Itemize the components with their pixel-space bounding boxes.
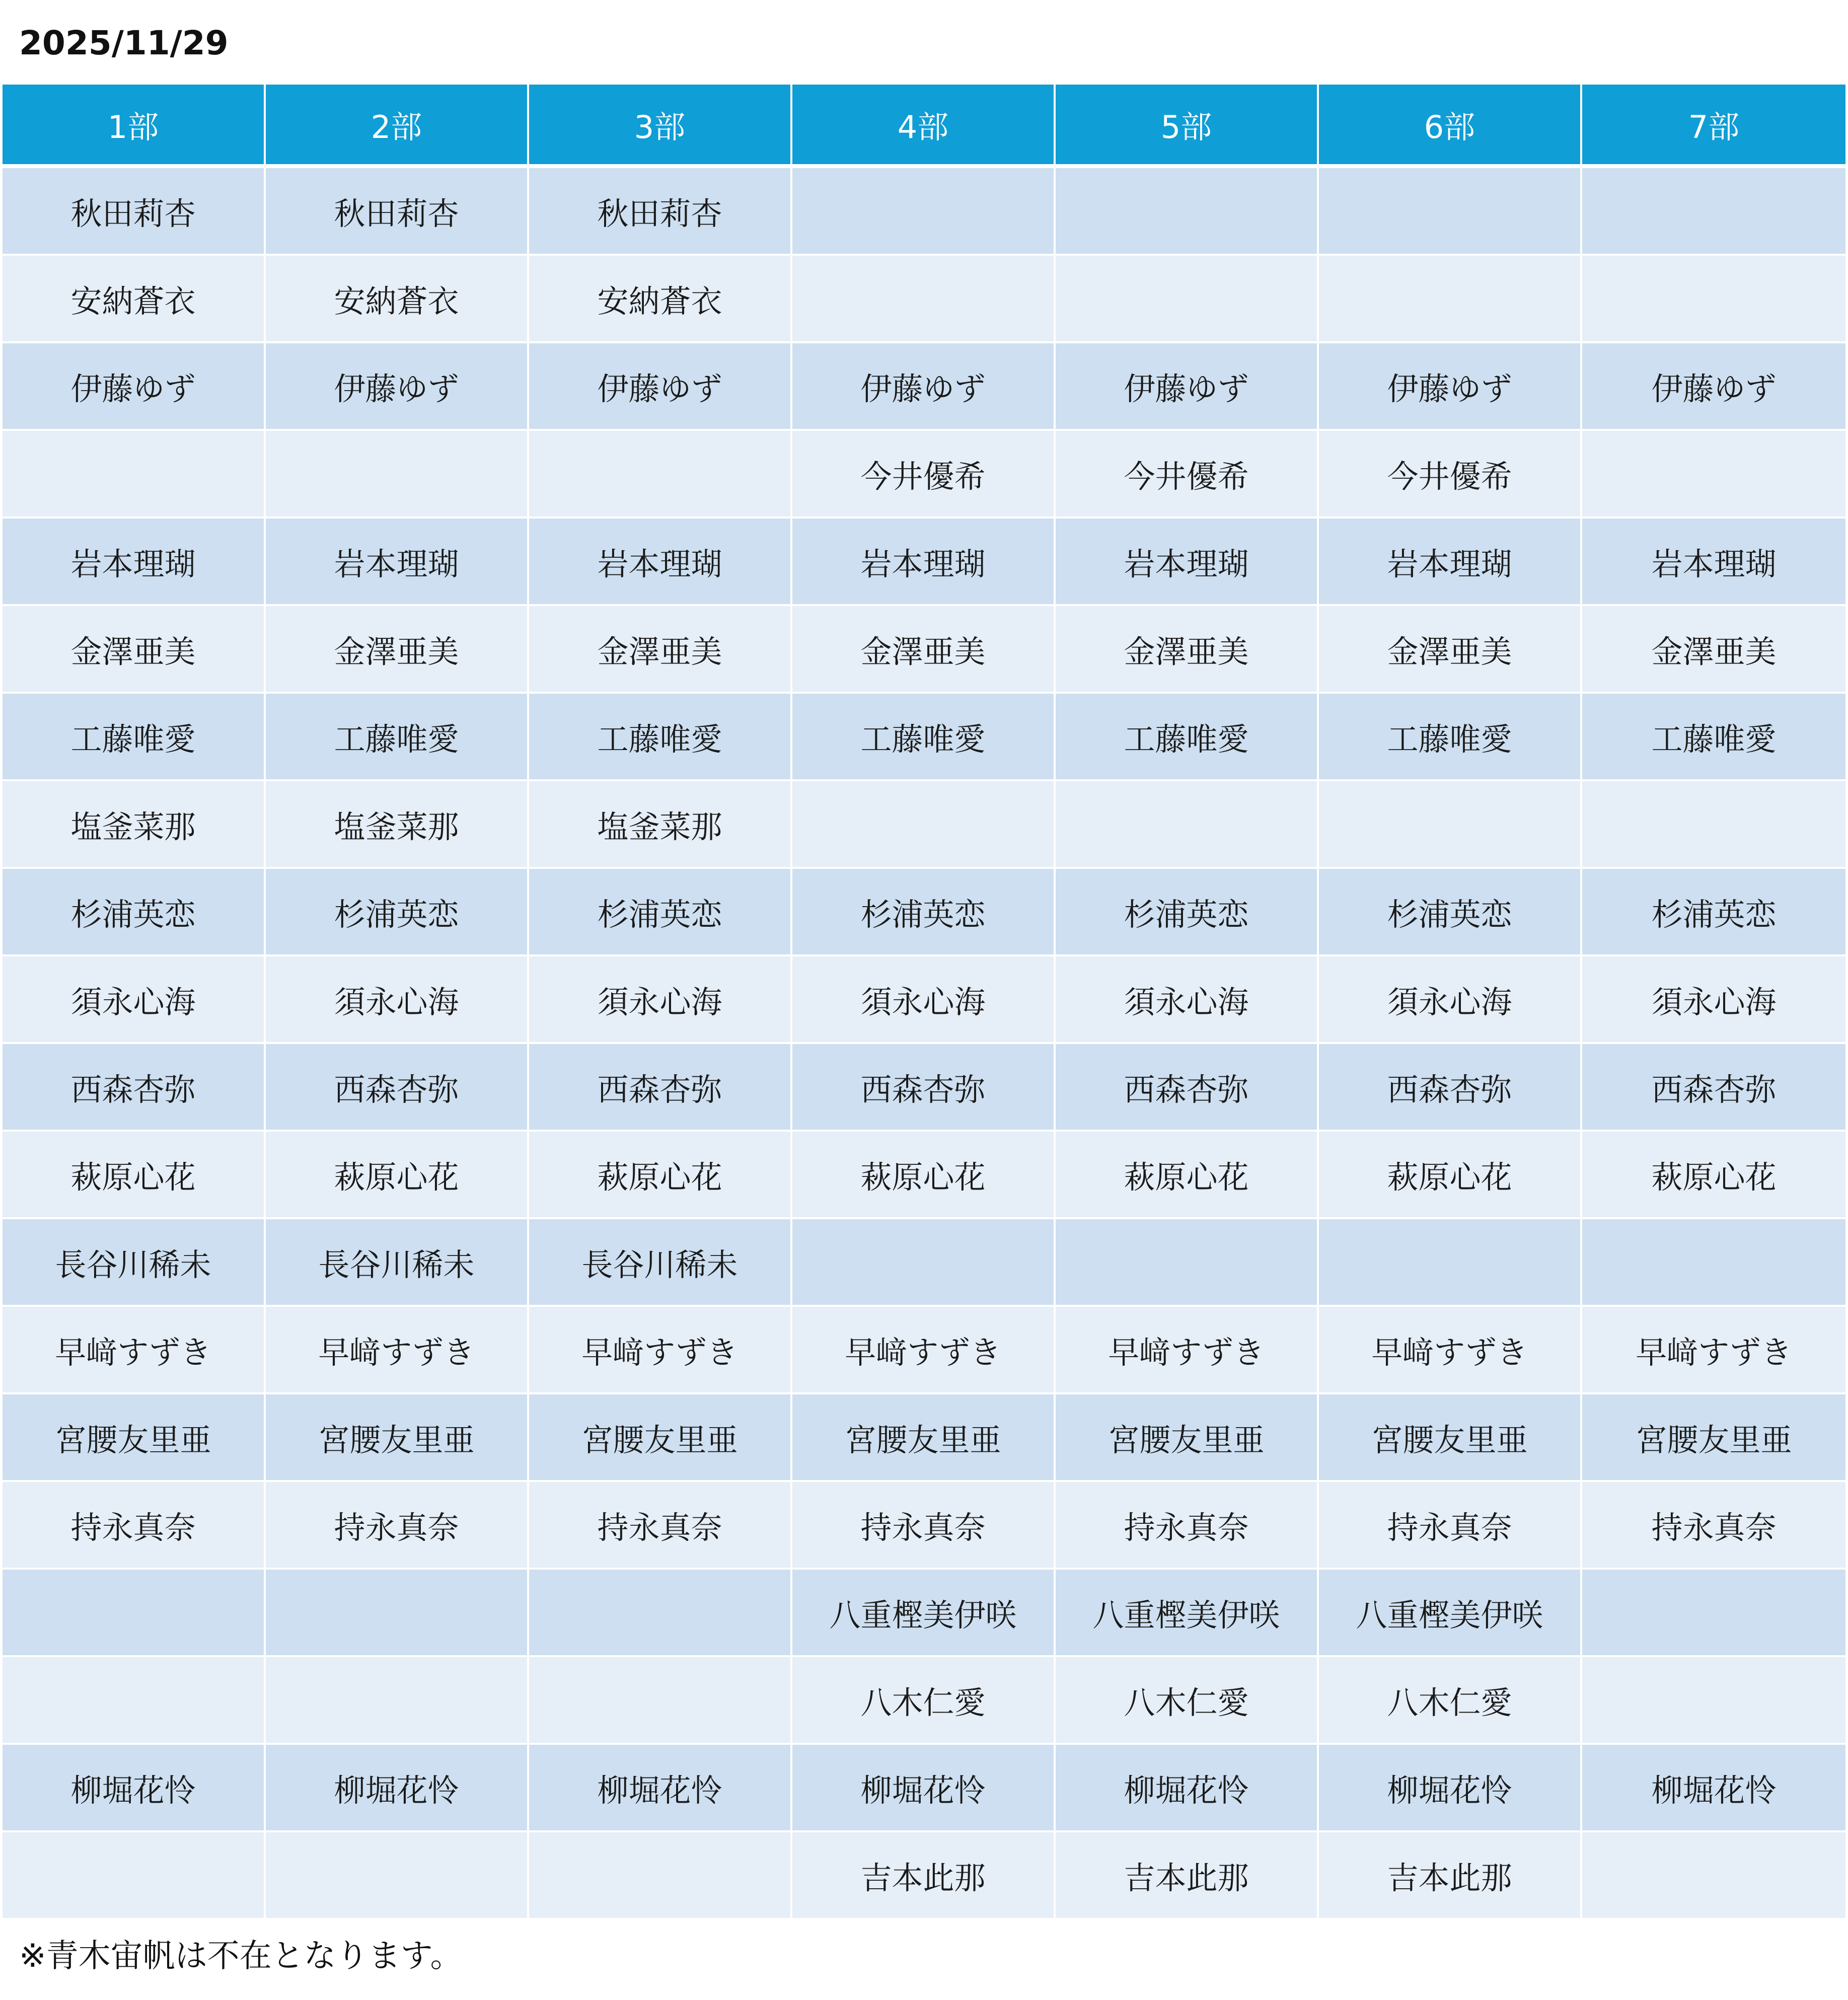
member-cell: 伊藤ゆず <box>3 343 266 431</box>
header-part-7: 7部 <box>1582 85 1845 168</box>
member-cell: 柳堀花怜 <box>529 1745 792 1832</box>
member-cell: 塩釜菜那 <box>529 781 792 869</box>
member-cell <box>1319 256 1582 343</box>
member-cell: 西森杏弥 <box>792 1044 1056 1132</box>
member-cell <box>792 1219 1056 1307</box>
member-cell: 安納蒼衣 <box>3 256 266 343</box>
member-cell: 金澤亜美 <box>792 606 1056 694</box>
member-cell: 持永真奈 <box>1056 1482 1319 1570</box>
member-cell: 早﨑すずき <box>529 1307 792 1394</box>
member-cell: 杉浦英恋 <box>3 869 266 956</box>
member-cell: 秋田莉杏 <box>529 168 792 256</box>
member-cell: 杉浦英恋 <box>1056 869 1319 956</box>
member-cell: 岩本理瑚 <box>3 518 266 606</box>
member-cell: 伊藤ゆず <box>1319 343 1582 431</box>
member-cell: 宮腰友里亜 <box>529 1394 792 1482</box>
member-cell: 萩原心花 <box>792 1132 1056 1219</box>
member-cell <box>1056 781 1319 869</box>
member-cell: 伊藤ゆず <box>1582 343 1845 431</box>
member-cell: 杉浦英恋 <box>529 869 792 956</box>
member-cell: 岩本理瑚 <box>1319 518 1582 606</box>
member-cell: 西森杏弥 <box>266 1044 529 1132</box>
member-cell <box>3 1832 266 1920</box>
member-cell: 工藤唯愛 <box>529 694 792 781</box>
member-cell <box>529 1657 792 1745</box>
member-cell: 柳堀花怜 <box>266 1745 529 1832</box>
member-cell: 伊藤ゆず <box>529 343 792 431</box>
member-cell <box>3 1570 266 1657</box>
member-cell: 宮腰友里亜 <box>1582 1394 1845 1482</box>
table-row <box>3 694 1845 781</box>
table-row <box>3 1044 1845 1132</box>
member-cell: 岩本理瑚 <box>1056 518 1319 606</box>
member-cell: 伊藤ゆず <box>1056 343 1319 431</box>
member-cell: 岩本理瑚 <box>266 518 529 606</box>
member-cell <box>792 256 1056 343</box>
member-cell: 早﨑すずき <box>1056 1307 1319 1394</box>
table-row <box>3 256 1845 343</box>
member-cell: 伊藤ゆず <box>792 343 1056 431</box>
member-cell <box>1582 1219 1845 1307</box>
member-cell: 長谷川稀未 <box>266 1219 529 1307</box>
member-cell: 安納蒼衣 <box>266 256 529 343</box>
member-cell: 八木仁愛 <box>792 1657 1056 1745</box>
table-row <box>3 956 1845 1044</box>
member-cell: 須永心海 <box>1056 956 1319 1044</box>
member-cell: 早﨑すずき <box>3 1307 266 1394</box>
member-cell: 吉本此那 <box>792 1832 1056 1920</box>
member-cell <box>1056 1219 1319 1307</box>
member-cell: 持永真奈 <box>792 1482 1056 1570</box>
member-cell: 萩原心花 <box>266 1132 529 1219</box>
member-cell <box>1319 781 1582 869</box>
member-cell: 塩釜菜那 <box>3 781 266 869</box>
member-cell: 須永心海 <box>529 956 792 1044</box>
member-cell: 杉浦英恋 <box>266 869 529 956</box>
table-row <box>3 168 1845 256</box>
member-cell: 宮腰友里亜 <box>266 1394 529 1482</box>
member-cell <box>266 1570 529 1657</box>
member-cell <box>266 431 529 518</box>
member-cell: 杉浦英恋 <box>792 869 1056 956</box>
table-row <box>3 1307 1845 1394</box>
header-part-1: 1部 <box>3 85 266 168</box>
member-cell: 長谷川稀未 <box>529 1219 792 1307</box>
member-cell: 須永心海 <box>792 956 1056 1044</box>
member-cell: 杉浦英恋 <box>1319 869 1582 956</box>
table-row <box>3 1745 1845 1832</box>
member-cell: 柳堀花怜 <box>792 1745 1056 1832</box>
member-cell <box>792 168 1056 256</box>
member-cell <box>1582 1570 1845 1657</box>
member-cell: 金澤亜美 <box>529 606 792 694</box>
member-cell <box>1582 1832 1845 1920</box>
member-cell: 宮腰友里亜 <box>1319 1394 1582 1482</box>
member-cell: 岩本理瑚 <box>1582 518 1845 606</box>
member-cell: 秋田莉杏 <box>266 168 529 256</box>
member-cell: 伊藤ゆず <box>266 343 529 431</box>
table-row <box>3 1219 1845 1307</box>
member-cell: 持永真奈 <box>1319 1482 1582 1570</box>
header-part-4: 4部 <box>792 85 1056 168</box>
member-cell: 持永真奈 <box>266 1482 529 1570</box>
member-cell: 岩本理瑚 <box>792 518 1056 606</box>
header-part-6: 6部 <box>1319 85 1582 168</box>
member-cell: 西森杏弥 <box>1319 1044 1582 1132</box>
member-cell: 持永真奈 <box>3 1482 266 1570</box>
member-cell: 工藤唯愛 <box>1056 694 1319 781</box>
member-cell: 萩原心花 <box>1056 1132 1319 1219</box>
table-row <box>3 781 1845 869</box>
table-row <box>3 1570 1845 1657</box>
member-cell: 金澤亜美 <box>1319 606 1582 694</box>
schedule-table <box>3 85 1845 1920</box>
member-cell: 八重樫美伊咲 <box>1056 1570 1319 1657</box>
absence-note: ※青木宙帆は不在となります。 <box>19 1938 463 1975</box>
table-row <box>3 1132 1845 1219</box>
member-cell: 早﨑すずき <box>266 1307 529 1394</box>
member-cell: 八木仁愛 <box>1319 1657 1582 1745</box>
member-cell <box>1582 256 1845 343</box>
member-cell: 金澤亜美 <box>266 606 529 694</box>
header-part-5: 5部 <box>1056 85 1319 168</box>
member-cell: 須永心海 <box>1319 956 1582 1044</box>
member-cell: 吉本此那 <box>1319 1832 1582 1920</box>
member-cell: 柳堀花怜 <box>1056 1745 1319 1832</box>
member-cell: 杉浦英恋 <box>1582 869 1845 956</box>
member-cell: 西森杏弥 <box>3 1044 266 1132</box>
member-cell: 宮腰友里亜 <box>3 1394 266 1482</box>
member-cell <box>1056 256 1319 343</box>
member-cell: 柳堀花怜 <box>1319 1745 1582 1832</box>
member-cell: 吉本此那 <box>1056 1832 1319 1920</box>
member-cell <box>529 431 792 518</box>
member-cell: 金澤亜美 <box>1056 606 1319 694</box>
table-row <box>3 518 1845 606</box>
member-cell: 今井優希 <box>792 431 1056 518</box>
member-cell: 八重樫美伊咲 <box>1319 1570 1582 1657</box>
member-cell: 安納蒼衣 <box>529 256 792 343</box>
member-cell: 須永心海 <box>3 956 266 1044</box>
member-cell <box>529 1570 792 1657</box>
member-cell: 西森杏弥 <box>529 1044 792 1132</box>
member-cell: 長谷川稀未 <box>3 1219 266 1307</box>
member-cell <box>266 1657 529 1745</box>
member-cell: 工藤唯愛 <box>792 694 1056 781</box>
member-cell: 宮腰友里亜 <box>1056 1394 1319 1482</box>
table-row <box>3 1394 1845 1482</box>
member-cell: 今井優希 <box>1056 431 1319 518</box>
member-cell: 工藤唯愛 <box>1582 694 1845 781</box>
member-cell <box>1319 168 1582 256</box>
member-cell: 持永真奈 <box>529 1482 792 1570</box>
member-cell: 宮腰友里亜 <box>792 1394 1056 1482</box>
member-cell: 工藤唯愛 <box>266 694 529 781</box>
table-row <box>3 606 1845 694</box>
member-cell: 早﨑すずき <box>1319 1307 1582 1394</box>
member-cell <box>1582 168 1845 256</box>
header-part-3: 3部 <box>529 85 792 168</box>
schedule-date: 2025/11/29 <box>19 24 229 62</box>
member-cell: 早﨑すずき <box>792 1307 1056 1394</box>
member-cell: 萩原心花 <box>1582 1132 1845 1219</box>
header-part-2: 2部 <box>266 85 529 168</box>
member-cell: 工藤唯愛 <box>1319 694 1582 781</box>
table-row <box>3 869 1845 956</box>
member-cell: 柳堀花怜 <box>3 1745 266 1832</box>
member-cell: 萩原心花 <box>1319 1132 1582 1219</box>
member-cell: 須永心海 <box>1582 956 1845 1044</box>
member-cell <box>1319 1219 1582 1307</box>
member-cell: 金澤亜美 <box>1582 606 1845 694</box>
member-cell: 金澤亜美 <box>3 606 266 694</box>
member-cell: 萩原心花 <box>529 1132 792 1219</box>
member-cell: 秋田莉杏 <box>3 168 266 256</box>
member-cell <box>3 1657 266 1745</box>
member-cell: 萩原心花 <box>3 1132 266 1219</box>
table-row <box>3 343 1845 431</box>
schedule-body <box>3 168 1845 1920</box>
member-cell: 早﨑すずき <box>1582 1307 1845 1394</box>
member-cell: 持永真奈 <box>1582 1482 1845 1570</box>
member-cell: 西森杏弥 <box>1582 1044 1845 1132</box>
member-cell <box>792 781 1056 869</box>
member-cell: 八木仁愛 <box>1056 1657 1319 1745</box>
member-cell: 柳堀花怜 <box>1582 1745 1845 1832</box>
table-row <box>3 431 1845 518</box>
member-cell <box>1582 431 1845 518</box>
member-cell <box>1056 168 1319 256</box>
member-cell <box>3 431 266 518</box>
table-row <box>3 1482 1845 1570</box>
member-cell <box>529 1832 792 1920</box>
header-row <box>3 85 1845 168</box>
member-cell: 八重樫美伊咲 <box>792 1570 1056 1657</box>
member-cell <box>266 1832 529 1920</box>
table-row <box>3 1832 1845 1920</box>
member-cell: 今井優希 <box>1319 431 1582 518</box>
member-cell: 塩釜菜那 <box>266 781 529 869</box>
member-cell <box>1582 781 1845 869</box>
member-cell: 工藤唯愛 <box>3 694 266 781</box>
member-cell: 西森杏弥 <box>1056 1044 1319 1132</box>
member-cell <box>1582 1657 1845 1745</box>
table-row <box>3 1657 1845 1745</box>
member-cell: 岩本理瑚 <box>529 518 792 606</box>
member-cell: 須永心海 <box>266 956 529 1044</box>
